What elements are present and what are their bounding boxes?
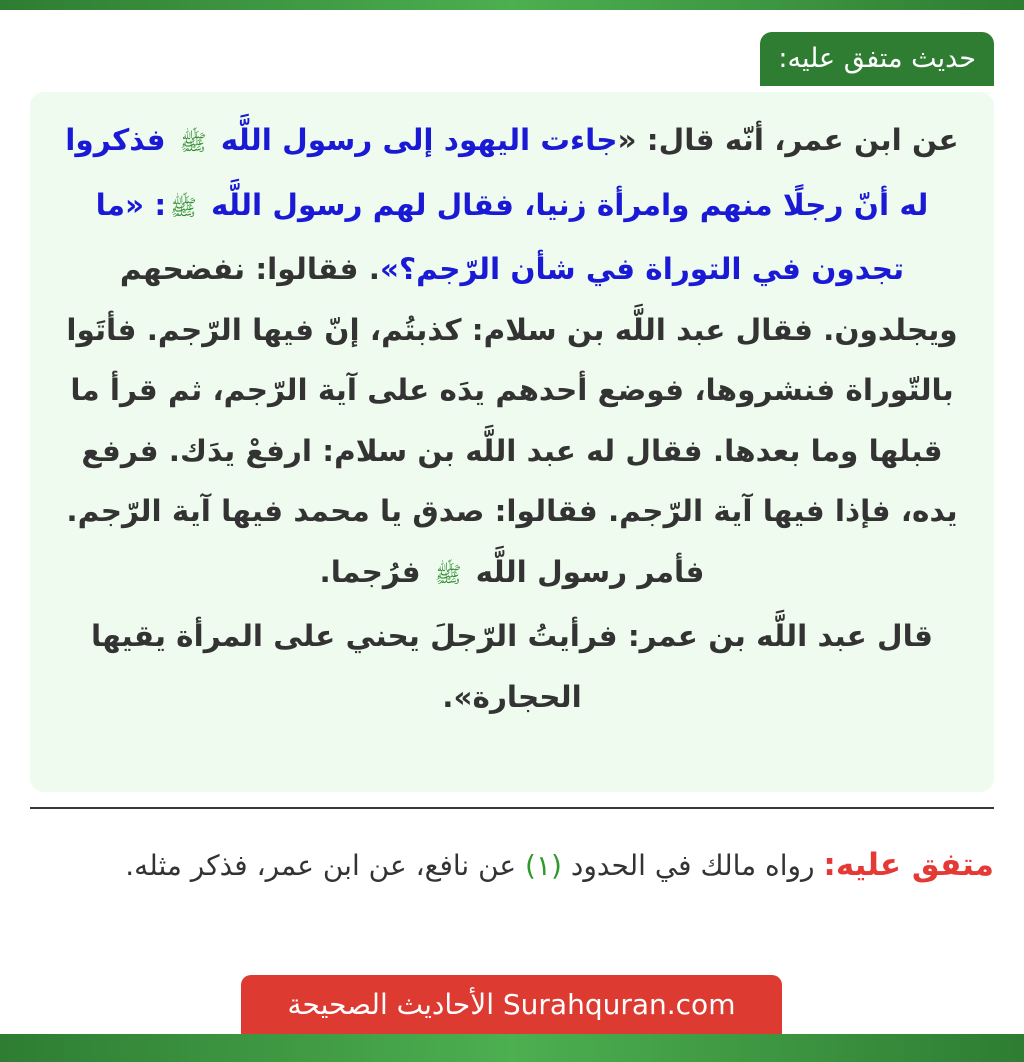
note-label: متفق عليه: [823, 847, 994, 883]
hadith-quote-1: جاءت اليهود إلى رسول اللَّه [220, 123, 618, 157]
hadith-quote-2: فذكروا له أنّ رجلًا منهم وامرأة زنيا، فقال لهم رسول اللَّه [65, 123, 929, 222]
salla-icon: ﷺ [179, 131, 207, 156]
hadith-body-3: قال عبد اللَّه بن عمر: فرأيتُ الرّجلَ يحني على المرأة يقيها الحجارة». [91, 619, 933, 714]
hadith-quote-3: : «ما تجدون في التوراة في شأن الرّجم؟» [95, 187, 905, 286]
footnote-marker[interactable]: (١) [525, 849, 562, 882]
takhrij-note [28, 836, 994, 895]
hadith-body-2: فرُجما. [319, 554, 431, 589]
salla-icon: ﷺ [170, 195, 197, 221]
note-text-2: عن نافع، عن ابن عمر، فذكر مثله. [125, 849, 526, 882]
hadith-intro: عن ابن عمر، أنّه قال: « [617, 123, 959, 157]
top-bar [0, 0, 1024, 10]
hadith-type-badge: حديث متفق عليه: [760, 32, 994, 86]
note-text-1: رواه مالك في الحدود [561, 849, 824, 882]
hadith-box [30, 92, 994, 792]
bottom-bar [0, 1034, 1024, 1062]
hadith-text [52, 110, 972, 727]
site-badge[interactable]: Surahquran.com الأحاديث الصحيحة [241, 975, 782, 1035]
hadith-body-1: . فقالوا: نفضحهم ويجلدون. فقال عبد اللَّه بن سلام: كذبتُم، إنّ فيها الرّجم. فأتَوا بالتّوراة فنشروها، فوضع أحدهم يدَه على آية الرّجم، ثم قرأ ما قبلها وما بعدها. فقال له عبد اللَّه بن سلام: ارفعْ يدَك. فرفع يده، فإذا فيها آية الرّجم. فقالوا: صدق يا محمد فيها آية الرّجم. فأمر رسول اللَّه [66, 252, 958, 589]
divider [30, 807, 994, 809]
salla-icon: ﷺ [434, 562, 462, 588]
